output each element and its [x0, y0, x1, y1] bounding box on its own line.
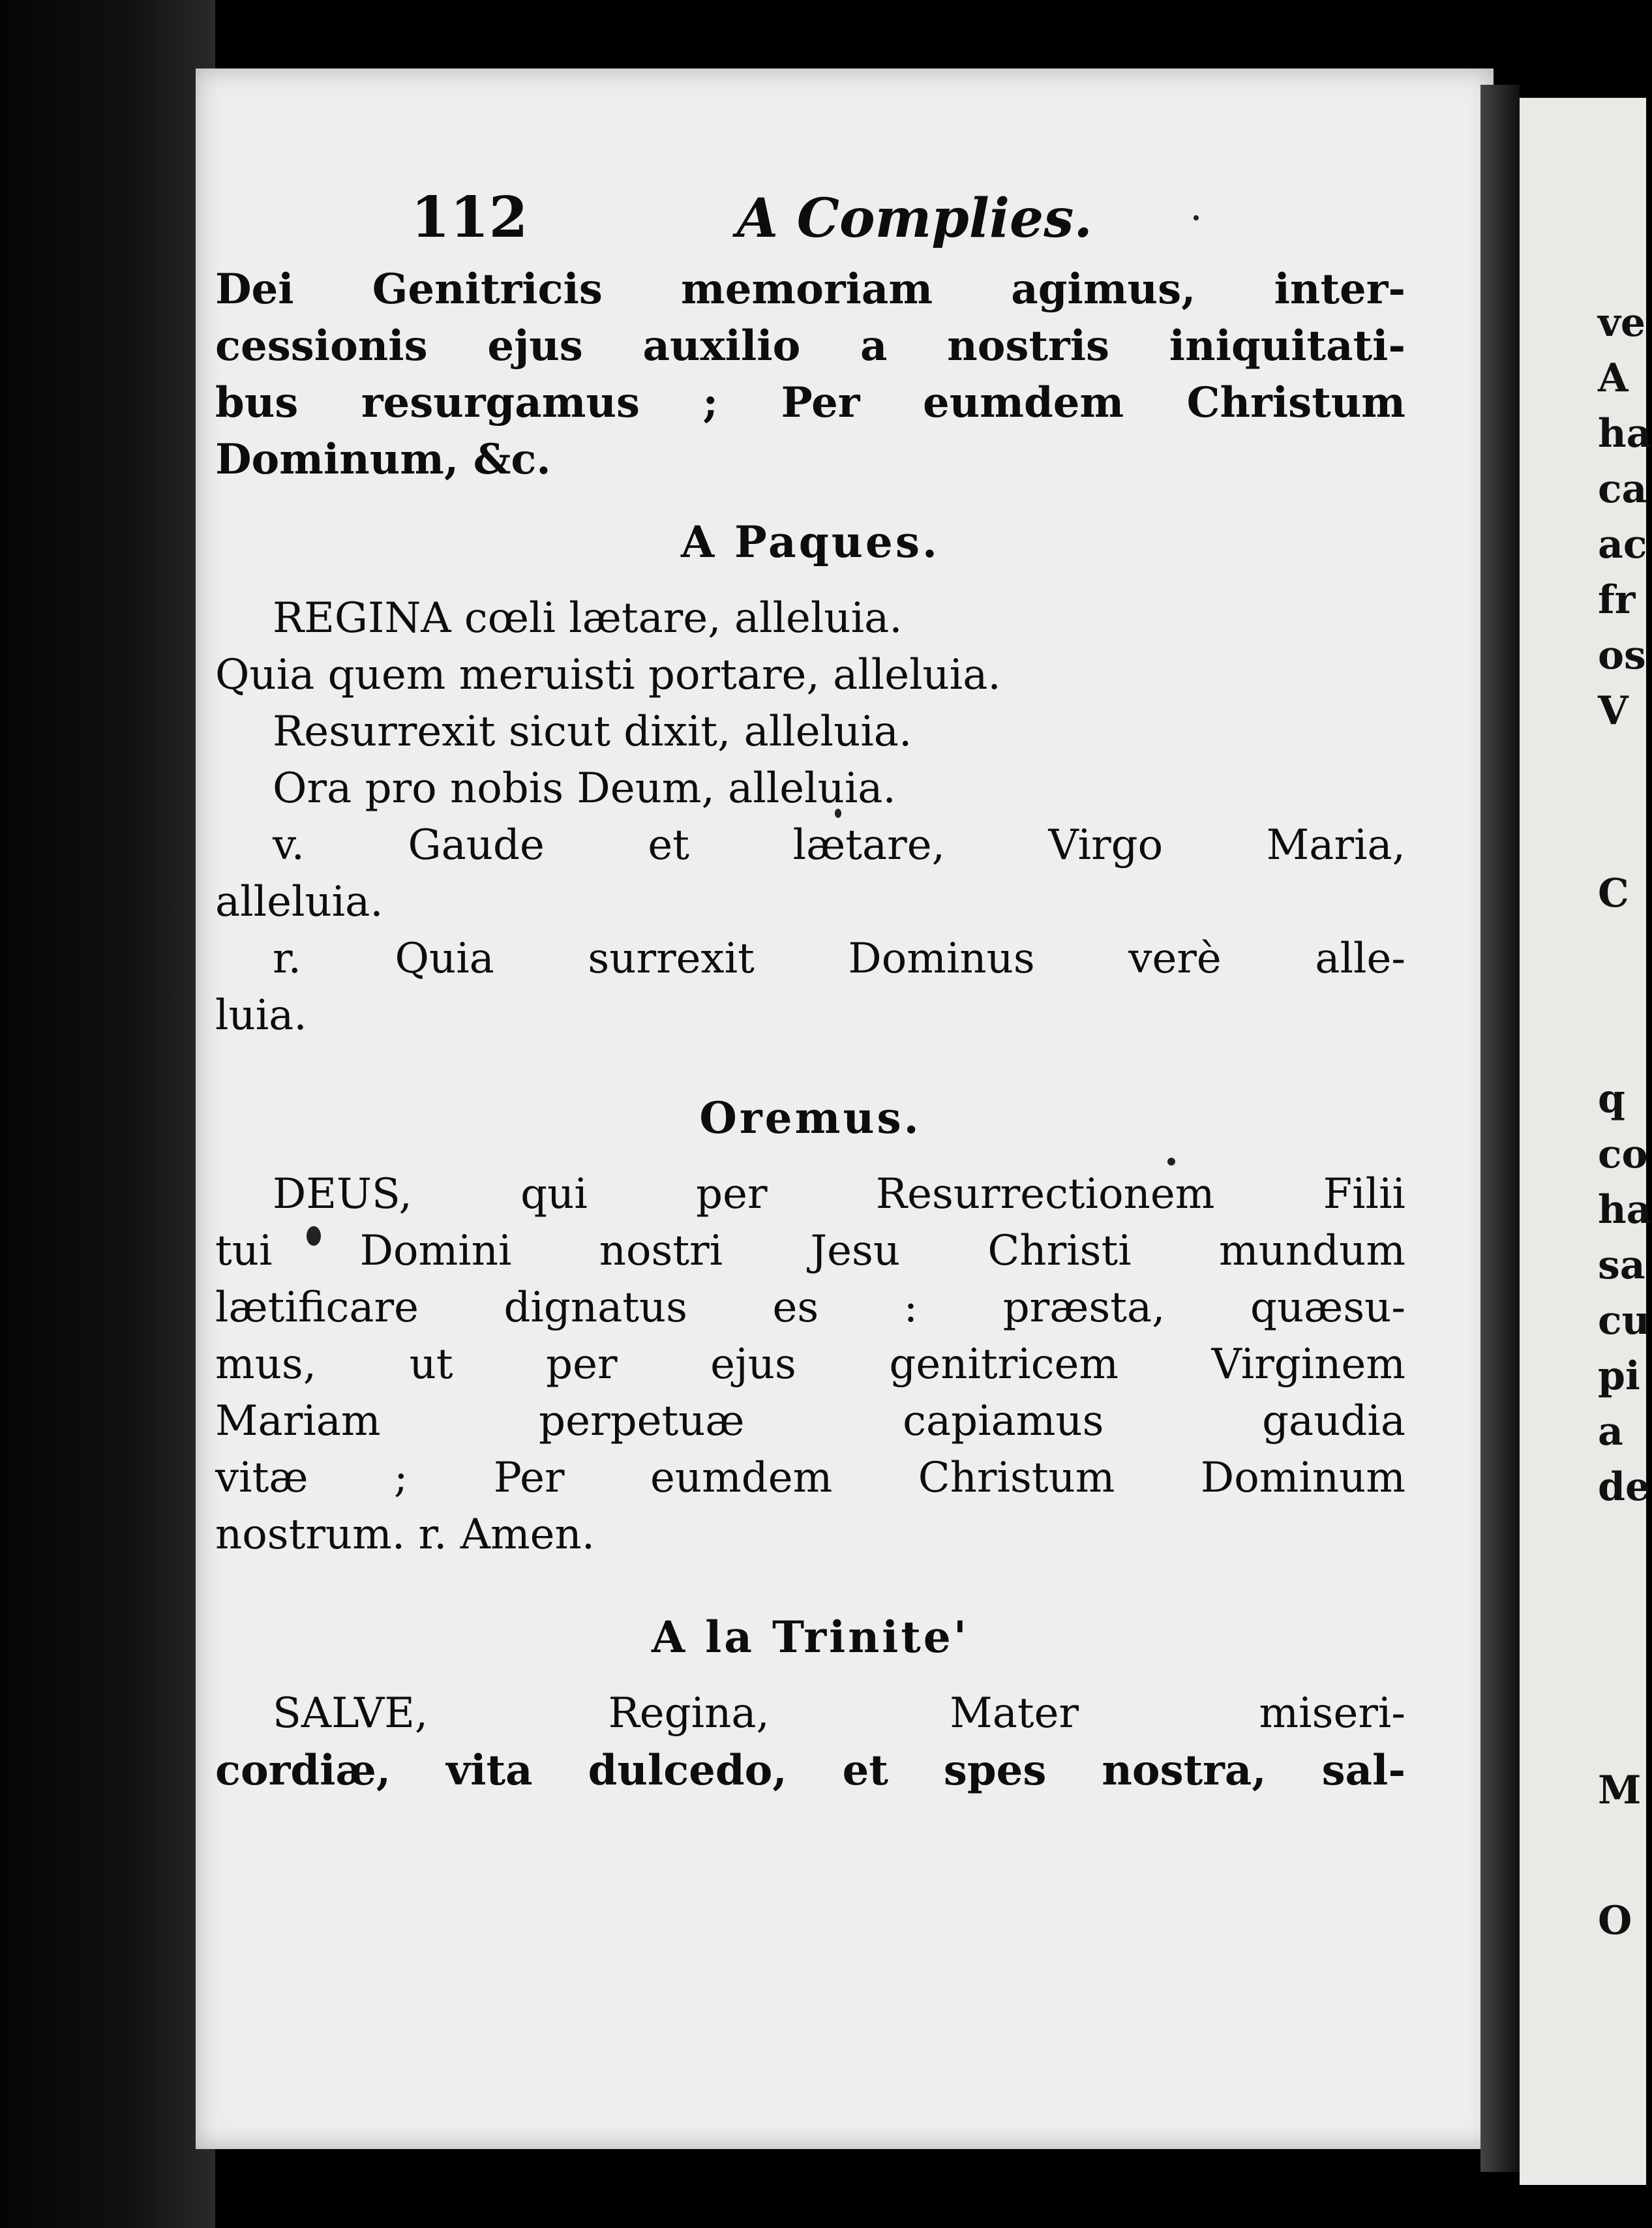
adjacent-page-text: a	[1598, 1409, 1623, 1454]
text-line: nostrum. r. Amen.	[215, 1511, 595, 1559]
adjacent-page-text: os	[1598, 633, 1646, 678]
adjacent-page-text: ac	[1598, 522, 1647, 567]
text-line: SALVE, Regina, Mater miseri-	[273, 1689, 1405, 1738]
adjacent-page-text: q	[1598, 1076, 1625, 1122]
section-heading-oremus: Oremus.	[699, 1092, 922, 1143]
text-line: cessionis ejus auxilio a nostris iniquitati-	[215, 322, 1405, 370]
adjacent-page-text: de	[1598, 1464, 1651, 1510]
text-line: cordiæ, vita dulcedo, et spes nostra, sal-	[215, 1746, 1405, 1795]
adjacent-page-text: ca	[1598, 466, 1647, 512]
text-line: tui Domini nostri Jesu Christi mundum	[215, 1227, 1405, 1275]
text-line: Dei Genitricis memoriam agimus, inter-	[215, 265, 1405, 314]
page-number: 112	[411, 185, 528, 250]
text-line: vitæ ; Per eumdem Christum Dominum	[215, 1454, 1405, 1502]
text-line: DEUS, qui per Resurrectionem Filii	[273, 1170, 1405, 1218]
text-line: Quia quem meruisti portare, alleluia.	[215, 651, 1001, 699]
text-line: mus, ut per ejus genitricem Virginem	[215, 1340, 1405, 1389]
text-line: Mariam perpetuæ capiamus gaudia	[215, 1397, 1405, 1445]
adjacent-page-text: sa	[1598, 1242, 1645, 1288]
page-header	[215, 185, 1405, 261]
adjacent-page-text: ha	[1598, 1187, 1652, 1233]
adjacent-page-text: ve	[1598, 300, 1646, 346]
adjacent-page-text: fr	[1598, 577, 1636, 623]
adjacent-page-text: ha	[1598, 411, 1652, 457]
adjacent-page-text: O	[1598, 1898, 1632, 1944]
versicle-line: v. Gaude et lætare, Virgo Maria,	[273, 821, 1405, 869]
running-title: A Complies.	[736, 187, 1092, 250]
text-line: Ora pro nobis Deum, alleluia.	[273, 764, 896, 813]
text-line: REGINA cœli lætare, alleluia.	[273, 594, 903, 642]
adjacent-page-text: A	[1598, 355, 1629, 401]
adjacent-page-text: co	[1598, 1132, 1648, 1177]
page-text	[215, 185, 1405, 1799]
scan-left-border	[0, 0, 215, 2228]
text-line: Resurrexit sicut dixit, alleluia.	[273, 708, 912, 756]
text-line: lætificare dignatus es : præsta, quæsu-	[215, 1284, 1405, 1332]
adjacent-page-text: pi	[1598, 1353, 1640, 1399]
adjacent-page-text: C	[1598, 871, 1629, 916]
adjacent-page-text: M	[1598, 1768, 1642, 1813]
text-line: Dominum, &c.	[215, 435, 551, 484]
text-line: bus resurgamus ; Per eumdem Christum	[215, 378, 1405, 427]
page-gutter	[1480, 85, 1520, 2172]
text-line: alleluia.	[215, 878, 383, 926]
text-line: luia.	[215, 991, 307, 1040]
response-line: r. Quia surrexit Dominus verè alle-	[273, 935, 1405, 983]
adjacent-page-fragment	[1520, 98, 1652, 2185]
adjacent-page-text: V	[1598, 688, 1629, 734]
section-heading-paques: A Paques.	[680, 517, 940, 567]
section-heading-trinite: A la Trinite'	[652, 1612, 969, 1663]
adjacent-page-text: cu	[1598, 1298, 1651, 1344]
